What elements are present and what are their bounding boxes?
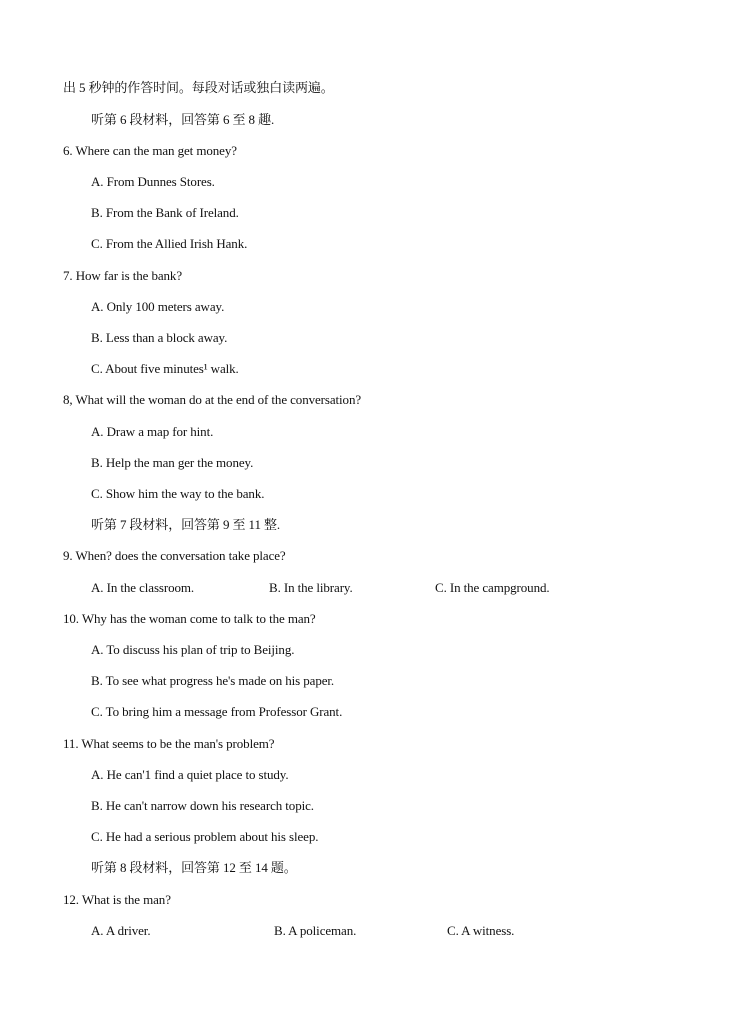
option: B. Help the man ger the money.: [91, 455, 254, 470]
option: C. Show him the way to the bank.: [91, 486, 265, 501]
question-stem: 12. What is the man?: [63, 892, 171, 907]
option: C. From the Allied Irish Hank.: [91, 236, 248, 251]
option: C. In the campground.: [435, 580, 550, 595]
option: B. A policeman.: [274, 923, 357, 938]
question-stem: 8, What will the woman do at the end of the conversation?: [63, 392, 362, 407]
question-stem: 9. When? does the conversation take place?: [63, 548, 286, 563]
option: B. Less than a block away.: [91, 330, 228, 345]
option: A. A driver.: [91, 923, 151, 938]
section-heading: 听第 7 段材料，回答第 9 至 11 整.: [91, 517, 281, 532]
question-stem: 11. What seems to be the man's problem?: [63, 736, 275, 751]
intro-line: 出 5 秒钟的作答时间。每段对话或独白读两遍。: [63, 80, 334, 95]
option: A. Draw a map for hint.: [91, 424, 214, 439]
option: B. To see what progress he's made on his paper.: [91, 673, 335, 688]
question-stem: 6. Where can the man get money?: [63, 143, 237, 158]
option: A. He can'1 find a quiet place to study.: [91, 767, 289, 782]
option: C. He had a serious problem about his sleep.: [91, 829, 319, 844]
option: A. In the classroom.: [91, 580, 195, 595]
section-heading: 听第 8 段材料，回答第 12 至 14 题。: [91, 860, 297, 875]
option: B. He can't narrow down his research topic.: [91, 798, 314, 813]
option: B. From the Bank of Ireland.: [91, 205, 239, 220]
option: A. Only 100 meters away.: [91, 299, 225, 314]
question-stem: 10. Why has the woman come to talk to the man?: [63, 611, 316, 626]
option: C. About five minutes¹ walk.: [91, 361, 239, 376]
option: A. From Dunnes Stores.: [91, 174, 215, 189]
option: A. To discuss his plan of trip to Beijing.: [91, 642, 295, 657]
section-heading: 听第 6 段材料，回答第 6 至 8 趣.: [91, 112, 275, 127]
question-stem: 7. How far is the bank?: [63, 268, 182, 283]
option: B. In the library.: [269, 580, 353, 595]
option: C. A witness.: [447, 923, 515, 938]
option: C. To bring him a message from Professor Grant.: [91, 704, 343, 719]
